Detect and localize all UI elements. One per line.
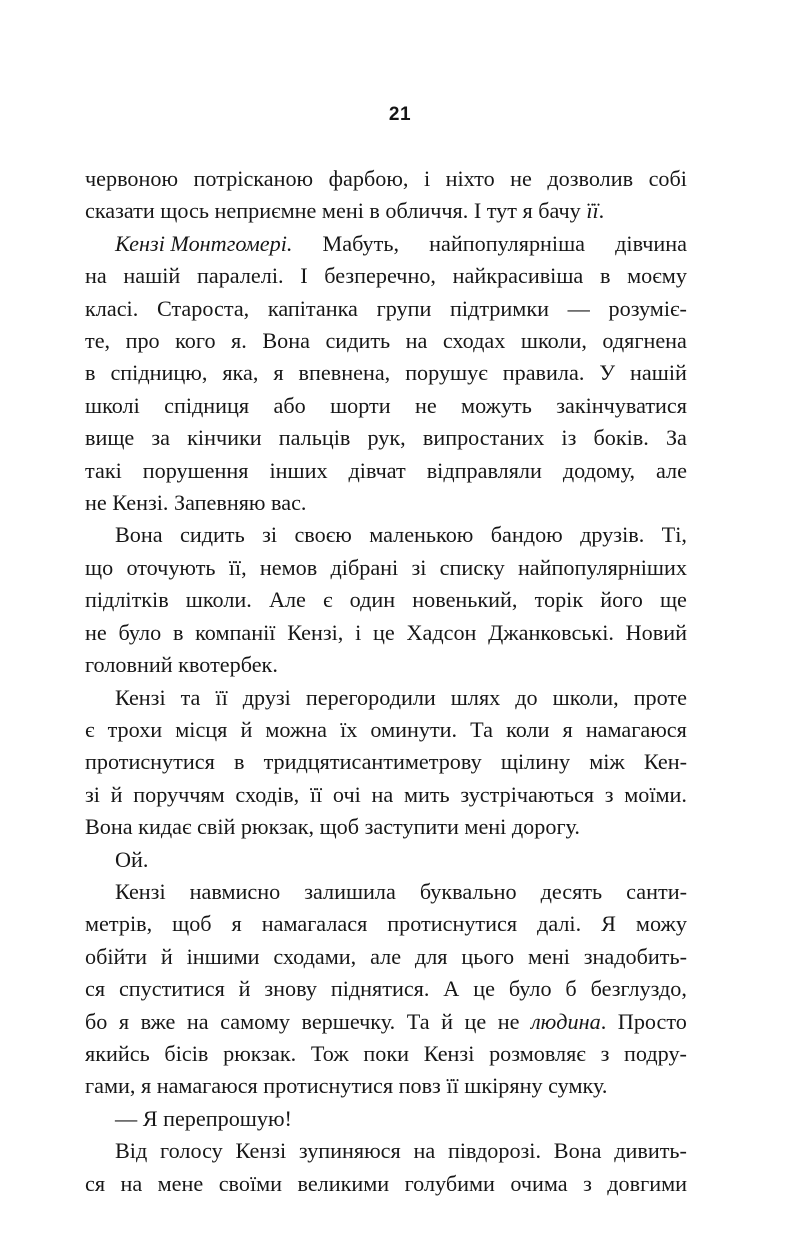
italic-phrase: її [586,198,599,224]
text-line: не Кензі. Запевняю вас. [85,490,307,516]
text-line: зі й поруччям сходів, її очі на мить зустрічаються з моїми. [85,781,687,807]
text-line-paragraph-start: Від голосу Кензі зупиняюся на півдорозі. Вона дивить- [115,1138,687,1164]
text-line: такі порушення інших дівчат відправляли додому, але [85,457,687,483]
text-line-paragraph-start: Вона сидить зі своєю маленькою бандою друзів. Ті, [115,522,687,548]
text-line-paragraph-start: — Я перепрошую! [115,1105,292,1131]
text-line: ся на мене своїми великими голубими очима з довгими [85,1170,687,1196]
text-line: сказати щось неприємне мені в обличчя. І тут я бачу її. [85,198,605,224]
text-line-paragraph-start: Ой. [115,846,149,872]
text-line: метрів, щоб я намагалася протиснутися далі. Я можу [85,911,687,937]
text-line: обійти й іншими сходами, але для цього мені знадобить- [85,943,687,969]
text-line: Вона кидає свій рюкзак, щоб заступити мені дорогу. [85,814,580,840]
text-line-paragraph-start: Кензі Монтгомері. Мабуть, найпопулярніша дівчина [115,230,687,256]
italic-phrase: людина [530,1008,601,1034]
text-line: школі спідниця або шорти не можуть закінчуватися [85,392,687,418]
text-line: класі. Староста, капітанка групи підтримки — розуміє- [85,295,687,321]
text-line: є трохи місця й можна їх оминути. Та коли я намагаюся [85,716,687,742]
italic-phrase: Кензі Монтгомері. [115,230,293,256]
text-line-paragraph-start: Кензі та її друзі перегородили шлях до школи, проте [115,684,687,710]
page-number: 21 [388,104,412,125]
text-line: червоною потрісканою фарбою, і ніхто не дозволив собі [85,166,687,191]
text-line: на нашій паралелі. І безперечно, найкрасивіша в моєму [85,263,687,289]
text-line-paragraph-start: Кензі навмисно залишила буквально десять санти- [115,878,687,904]
text-line: протиснутися в тридцятисантиметрову щілину між Кен- [85,749,687,775]
text-line: підлітків школи. Але є один новенький, торік його ще [85,587,687,613]
text-line: бо я вже на самому вершечку. Та й це не людина. Просто [85,1008,687,1034]
text-line: ся спуститися й знову піднятися. А це було б безглуздо, [85,976,687,1002]
text-line: в спідницю, яка, я впевнена, порушує правила. У нашій [85,360,687,386]
body-text-block [85,163,687,1200]
text-line: вище за кінчики пальців рук, випростаних із боків. За [85,425,687,451]
text-line: головний квотербек. [85,652,278,678]
text-line: якийсь бісів рюкзак. Тож поки Кензі розмовляє з подру- [85,1040,687,1066]
text-line: не було в компанії Кензі, і це Хадсон Джанковські. Новий [85,619,687,645]
text-line: що оточують її, немов дібрані зі списку найпопулярніших [85,554,687,580]
text-line: те, про кого я. Вона сидить на сходах школи, одягнена [85,328,687,354]
text-line: гами, я намагаюся протиснутися повз її шкіряну сумку. [85,1073,608,1099]
